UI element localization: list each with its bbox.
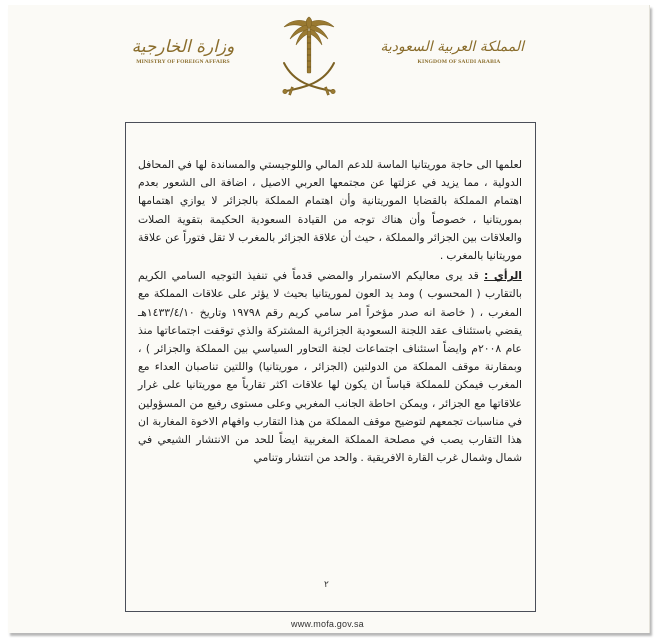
ministry-block [123,37,243,65]
kingdom-block [380,37,524,65]
saudi-emblem-icon [274,13,344,109]
opinion-text: قد يرى معاليكم الاستمرار والمضي قدماً في تنفيذ التوجيه السامي الكريم بالتقارب ( المحسوب ) ومد يد العون لموريتانيا بحيث لا يؤثر على علاقات المملكة مع المغرب ، ( خاصة انه صدر مؤخراً امر سامي كريم رقم ١٩٧٩٨ وتاريخ ١٤٣٣/٤/١٠هـ يقضي باستئناف عقد اللجنة السعودية الجزائرية المشتركة والذي توقفت اجتماعاتها منذ عام ٢٠٠٨م وايضاً استئناف اجتماعات لجنة التحاور السياسي بين المملكة والجزائر ) ، وبمقارنة موقف المملكة من الدولتين (الجزائر ، موريتانيا) واللتين تناصبان العداء مع المغرب فيمكن للمملكة قياساً ان يكون لها علاقات اكثر تقارباً مع موريتانيا على غرار علاقاتها مع الجزائر ، ويمكن احاطة الجانب المغربي وعلى مستوى رفيع من المسؤولين في مناسبات تجمعهم لتوضيح موقف المملكة من هذا التقارب وافهام الاخوة المغاربة ان هذا التقارب يصب في مصلحة المملكة المغربية ايضاً للحد من الانتشار الشيعي في شمال وشمال غرب القارة الافريقية . والحد من انتشار وتنامي [138,269,522,465]
ministry-name-arabic: وزارة الخارجية [131,37,235,57]
ministry-name-english: MINISTRY OF FOREIGN AFFAIRS [136,59,230,65]
letterhead [8,5,650,105]
kingdom-name-english: KINGDOM OF SAUDI ARABIA [417,59,501,65]
page-number: ٢ [324,580,329,590]
kingdom-name-arabic: المملكة العربية السعودية [380,39,524,55]
document-page [8,5,650,633]
paragraph-context: لعلمها الى حاجة موريتانيا الماسة للدعم المالي واللوجيستي والمساندة لها في المحافل الدولية ، مما يزيد في عزلتها عن مجتمعها العربي الاصيل ، اضافة الى الشعور بعدم اهتمام المملكة بالقضايا الموريتانية وأن اهتمام المملكة بالجزائر لا يوازي اهتمامها بموريتانيا ، خصوصاً وأن هناك توجه من القيادة السعودية الحكيمة بتقوية الصلات والعلاقات بين الجزائر والمملكة ، حيث أن علاقة الجزائر بالمغرب لا تقل فتوراً عن علاقة موريتانيا بالمغرب . [138,158,522,263]
opinion-label: الرأي : [484,269,522,283]
palm-swords-icon [274,13,344,105]
paragraph-opinion [138,267,522,467]
letter-body [138,156,522,467]
footer-website: www.mofa.gov.sa [291,619,364,629]
